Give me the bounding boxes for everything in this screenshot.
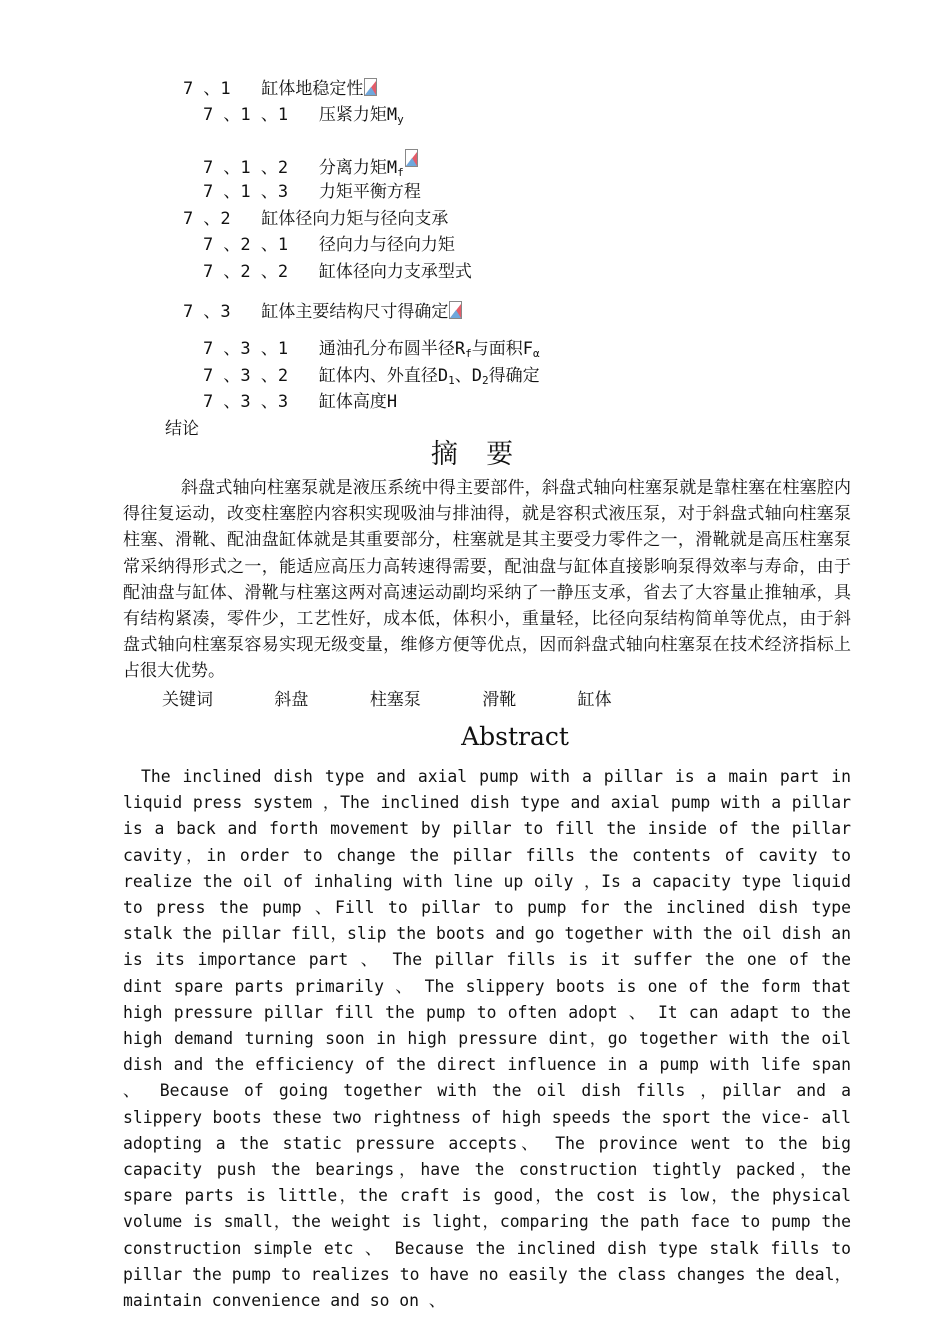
- subscript: y: [397, 113, 404, 126]
- subscript: f: [397, 166, 404, 179]
- toc-label-continued: 得确定: [488, 366, 540, 386]
- image-placeholder-icon: [449, 301, 462, 319]
- subscript: 1: [448, 374, 455, 387]
- subscript: 2: [481, 374, 489, 387]
- subscript: f: [465, 347, 472, 360]
- keywords-line: 关键词 斜盘 柱塞泵 滑靴 缸体: [162, 690, 612, 710]
- abstract-cn-body: 斜盘式轴向柱塞泵就是液压系统中得主要部件，斜盘式轴向柱塞泵就是靠柱塞在柱塞腔内得往复运动，改变柱塞腔内容积实现吸油与排油得，就是容积式液压泵，对于斜盘式轴向柱塞泵柱塞、滑靴、配油盘缸体就是其重要部分，柱塞就是其主要受力零件之一，滑靴就是高压柱塞泵常采纳得形式之一，能适应高压力高转速得需要，配油盘与缸体直接影响泵得效率与寿命，由于配油盘与缸体、滑靴与柱塞这两对高速运动副均采纳了一静压支承，省去了大容量止推轴承，具有结构紧凑，零件少，工艺性好，成本低，体积小，重量轻，比径向泵结构简单等优点，由于斜盘式轴向柱塞泵容易实现无级变量，维修方便等优点，因而斜盘式轴向柱塞泵在技术经济指标上占很大优势。: [123, 478, 851, 682]
- toc-label: 7 、2 缸体径向力矩与径向支承: [182, 209, 449, 229]
- toc-label-continued: 、D: [454, 366, 482, 386]
- toc-label: 7 、3 、2 缸体内、外直径D: [202, 366, 449, 386]
- subscript: α: [532, 347, 540, 360]
- toc-label: 7 、3 、3 缸体高度H: [202, 392, 398, 412]
- toc-label: 7 、3 、1 通油孔分布圆半径R: [202, 339, 466, 359]
- toc-label: 7 、3 缸体主要结构尺寸得确定: [182, 302, 449, 322]
- toc-label: 7 、1 、3 力矩平衡方程: [202, 182, 421, 202]
- toc-label: 结论: [164, 419, 199, 439]
- toc-label: 7 、2 、2 缸体径向力支承型式: [202, 262, 472, 282]
- toc-label-continued: 与面积F: [471, 339, 533, 359]
- toc-label: 7 、2 、1 径向力与径向力矩: [202, 235, 455, 255]
- toc-label: 7 、1 、2 分离力矩M: [202, 158, 398, 178]
- abstract-en-title: Abstract: [461, 722, 569, 751]
- abstract-en-body: The inclined dish type and axial pump with a pillar is a main part in liquid press system ，The inclined dish type and axial pump with a pillar is a back and forth movement by pillar to fill the inside of the pillar cavity，in order to change the pillar fills the contents of cavity to realize the oil of inhaling with line up oily ，Is a capacity type liquid to press the pump 、Fill to pillar to pump for the inclined dish type stalk the pillar fill，slip the boots and go together with the oil dish an is its importance part 、 The pillar fills is it suffer the one of the dint spare parts primarily 、 The slippery boots is one of the form that high pressure pillar fill the pump to often adopt 、 It can adapt to the high demand turning soon in high pressure dint，go together with the oil dish and the efficiency of the direct influence in a pump with life span 、 Because of going together with the oil dish fills ，pillar and a slippery boots these two rightness of high speeds the sport the vice- all adopting a the static pressure accepts、 The province went to the big capacity push the bearings，have the construction tightly packed，the spare parts is little，the craft is good，the cost is low，the physical volume is small，the weight is light，comparing the path face to pump the construction simple etc 、 Because the inclined dish type stalk fills to pillar the pump to realizes to have no easily the class changes the deal，maintain convenience and so on 、: [123, 767, 851, 1311]
- toc-label: 7 、1 、1 压紧力矩M: [202, 105, 398, 125]
- abstract-cn-title: 摘 要: [430, 439, 520, 470]
- toc-label: 7 、1 缸体地稳定性: [182, 79, 364, 99]
